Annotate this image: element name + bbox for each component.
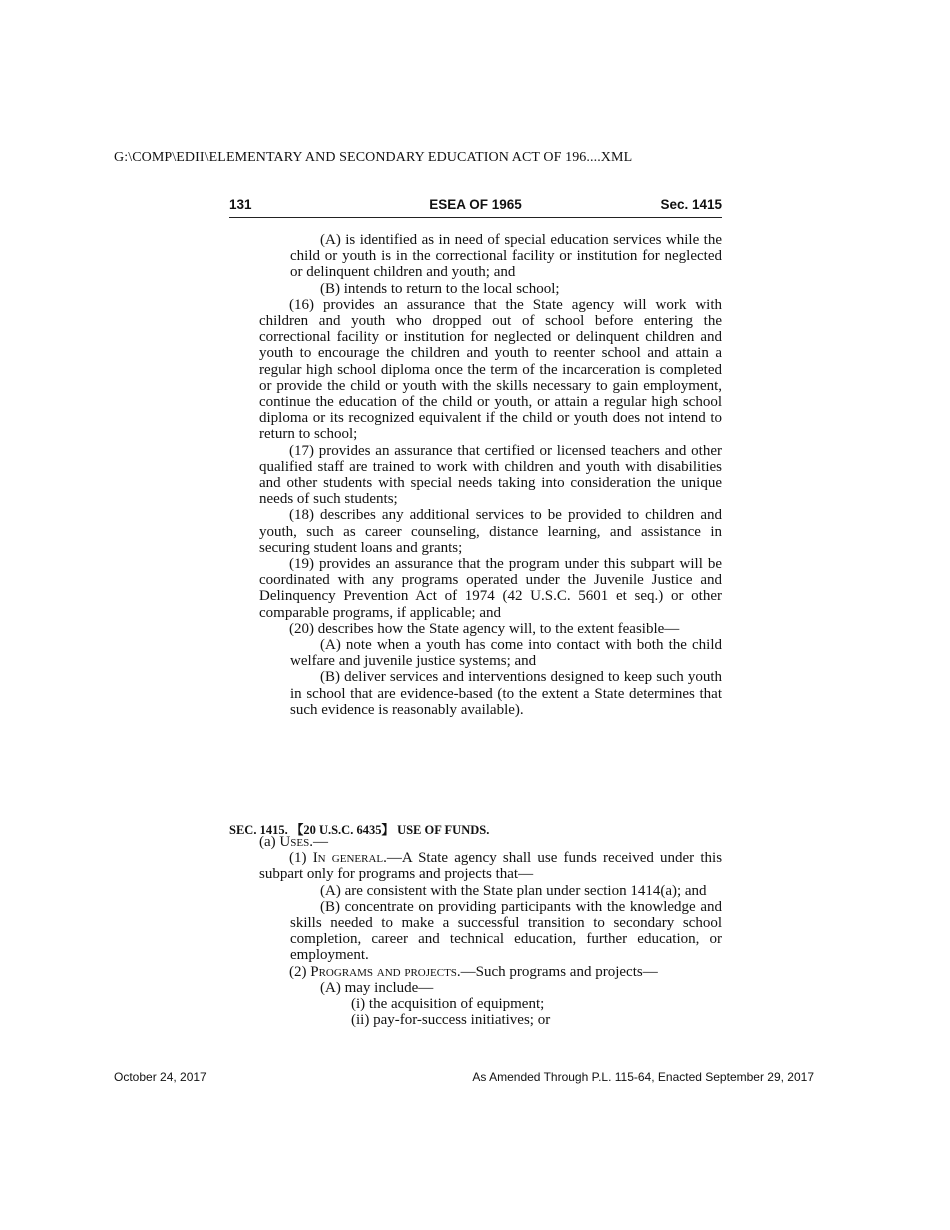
- paragraph-15A: (A) is identified as in need of special education services while the child or youth is in the correctional facility or institution for neglected or delinquent children and youth; and: [290, 232, 722, 281]
- paragraph-20A: (A) note when a youth has come into contact with both the child welfare and juvenile justice systems; and: [290, 637, 722, 670]
- footer-amended: As Amended Through P.L. 115-64, Enacted September 29, 2017: [472, 1070, 814, 1084]
- paragraph-20: (20) describes how the State agency will, to the extent feasible—: [289, 620, 680, 637]
- section-heading: SEC. 1415. 【20 U.S.C. 6435】 USE OF FUNDS.: [229, 823, 490, 837]
- paragraph-18: (18) describes any additional services to be provided to children and youth, such as career counseling, distance learning, and assistance in securing student loans and grants;: [259, 507, 722, 556]
- paragraph-a2A: (A) may include—: [320, 979, 434, 996]
- clause-a2Ai: (i) the acquisition of equipment;: [351, 996, 545, 1013]
- paragraph-a1A: (A) are consistent with the State plan under section 1414(a); and: [320, 882, 707, 899]
- paragraph-a1: [259, 850, 722, 882]
- continued-text: [259, 232, 722, 718]
- paragraph-a2-text: .—Such programs and projects—: [456, 963, 658, 980]
- paragraph-19: (19) provides an assurance that the program under this subpart will be coordinated with any programs operated under the Juvenile Justice and Delinquency Prevention Act of 1974 (42 U.S.C. 5601 et seq.) or other comparable programs, if applicable; and: [259, 556, 722, 621]
- footer-date: October 24, 2017: [114, 1070, 207, 1084]
- subsection-a-heading: Uses: [279, 834, 310, 850]
- paragraph-17: (17) provides an assurance that certified or licensed teachers and other qualified staff are trained to work with children and youth with disabilities and other students with special needs taking into consideration the unique needs of such students;: [259, 442, 722, 508]
- subsection-a-tail: .—: [309, 834, 328, 850]
- subsection-a: [259, 834, 722, 850]
- paragraph-20B: (B) deliver services and interventions designed to keep such youth in school that are evidence-based (to the extent a State determines that such evidence is reasonably available).: [290, 669, 722, 718]
- file-path: G:\COMP\EDII\ELEMENTARY AND SECONDARY EDUCATION ACT OF 196....XML: [114, 150, 633, 165]
- running-head: [229, 197, 722, 218]
- paragraph-15B: (B) intends to return to the local school;: [320, 280, 560, 297]
- paragraph-a2-label: (2): [289, 963, 307, 980]
- page-number: 131: [229, 197, 252, 212]
- paragraph-a1-text: .—A State agency shall use funds received under this subpart only for programs and projects that—: [259, 850, 723, 883]
- section-1415-text: [259, 834, 722, 1028]
- paragraph-a2: [259, 964, 722, 980]
- subsection-a-label: (a): [259, 834, 276, 850]
- section-label: Sec. 1415: [660, 197, 722, 212]
- paragraph-16: (16) provides an assurance that the State agency will work with children and youth who dropped out of school before entering the correctional facility or institution for neglected or delinquent children and youth to encourage the children and youth to reenter school and attain a regular high school diploma once the term of the incarceration is completed or provide the child or youth with the skills necessary to gain employment, continue the education of the child or youth, or attain a regular high school diploma or its recognized equivalent if the child or youth does not intend to return to school;: [259, 296, 722, 443]
- paragraph-a1-heading: In general: [312, 850, 384, 867]
- paragraph-a1B: (B) concentrate on providing participants with the knowledge and skills needed to make a successful transition to secondary school completion, career and technical education, further education, or employment.: [290, 898, 722, 964]
- paragraph-a1-label: (1): [289, 850, 307, 867]
- paragraph-a2-heading: Programs and projects: [310, 963, 457, 980]
- page-title: ESEA OF 1965: [429, 197, 522, 212]
- clause-a2Aii: (ii) pay-for-success initiatives; or: [351, 1012, 551, 1029]
